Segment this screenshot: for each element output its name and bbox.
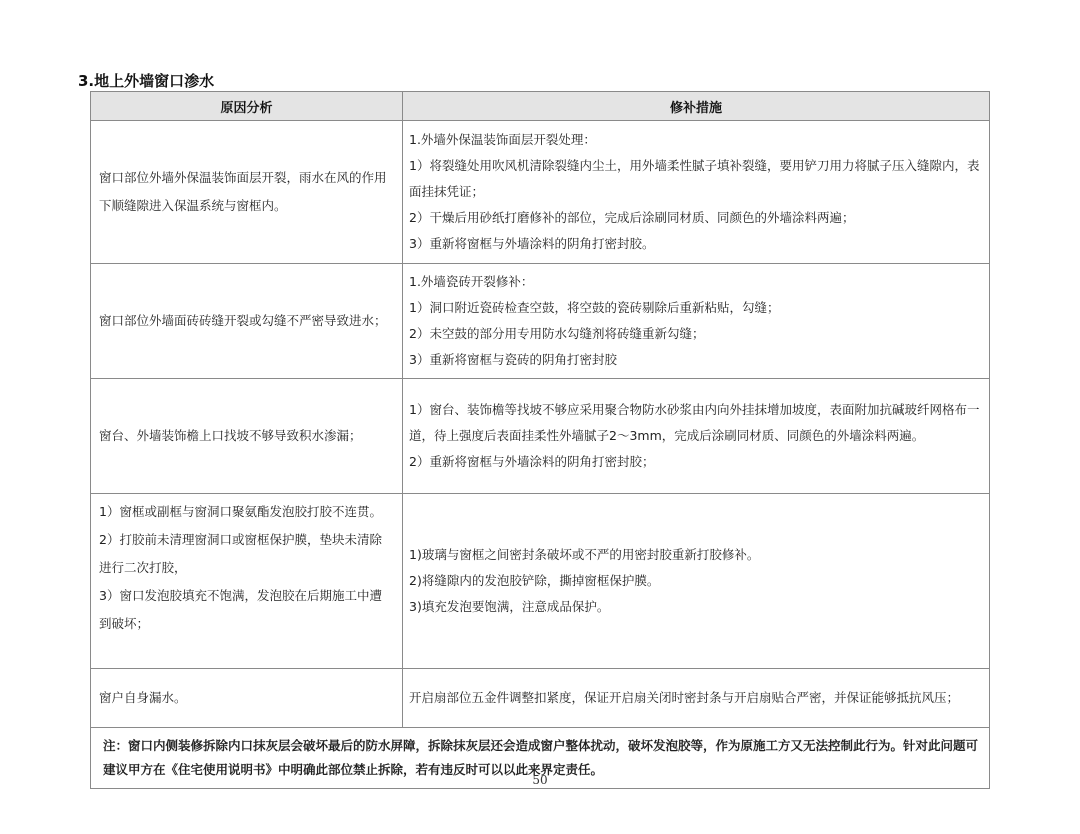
fix-cell xyxy=(403,494,990,669)
cause-cell xyxy=(91,121,403,264)
table-row xyxy=(91,264,990,379)
fix-line: 开启扇部位五金件调整扣紧度，保证开启扇关闭时密封条与开启扇贴合严密，并保证能够抵抗风压； xyxy=(409,690,960,705)
fix-line: 1）洞口附近瓷砖检查空鼓，将空鼓的瓷砖剔除后重新粘贴，勾缝； xyxy=(409,300,780,315)
fix-cell xyxy=(403,121,990,264)
cause-cell xyxy=(91,494,403,669)
table-row xyxy=(91,669,990,728)
fix-cell xyxy=(403,669,990,728)
header-cause: 原因分析 xyxy=(91,92,403,121)
table-row xyxy=(91,494,990,669)
table-row xyxy=(91,121,990,264)
section-title: 3.地上外墙窗口渗水 xyxy=(78,72,215,90)
header-fix: 修补措施 xyxy=(403,92,990,121)
table-row xyxy=(91,379,990,494)
fix-line: 3）重新将窗框与瓷砖的阴角打密封胶 xyxy=(409,352,617,367)
cause-text: 2）打胶前未清理窗洞口或窗框保护膜，垫块未清除进行二次打胶， xyxy=(99,532,382,575)
fix-line: 2）重新将窗框与外墙涂料的阴角打密封胶； xyxy=(409,454,655,469)
cause-text: 窗口部位外墙面砖砖缝开裂或勾缝不严密导致进水； xyxy=(99,313,387,328)
table-header-row xyxy=(91,92,990,121)
fix-line: 3)填充发泡要饱满，注意成品保护。 xyxy=(409,599,610,614)
fix-line: 2)将缝隙内的发泡胶铲除，撕掉窗框保护膜。 xyxy=(409,573,660,588)
fix-cell xyxy=(403,379,990,494)
fix-line: 1）窗台、装饰檐等找坡不够应采用聚合物防水砂浆由内向外挂抹增加坡度，表面附加抗碱玻纤网格布一道，待上强度后表面挂柔性外墙腻子2～3mm，完成后涂刷同材质、同颜色的外墙涂料两遍。 xyxy=(409,402,980,443)
fix-line: 1.外墙外保温装饰面层开裂处理： xyxy=(409,132,596,147)
fix-line: 2）未空鼓的部分用专用防水勾缝剂将砖缝重新勾缝； xyxy=(409,326,705,341)
fix-line: 1)玻璃与窗框之间密封条破坏或不严的用密封胶重新打胶修补。 xyxy=(409,547,760,562)
fix-line: 2）干燥后用砂纸打磨修补的部位，完成后涂刷同材质、同颜色的外墙涂料两遍； xyxy=(409,210,855,225)
cause-text: 1）窗框或副框与窗洞口聚氨酯发泡胶打胶不连贯。 xyxy=(99,504,382,519)
cause-cell xyxy=(91,379,403,494)
cause-text: 窗台、外墙装饰檐上口找坡不够导致积水渗漏； xyxy=(99,428,362,443)
note-text: 注：窗口内侧装修拆除内口抹灰层会破坏最后的防水屏障，拆除抹灰层还会造成窗户整体扰动，破坏发泡胶等，作为原施工方又无法控制此行为。针对此问题可建议甲方在《住宅使用说明书》中明确此部位禁止拆除，若有违反时可以以此来界定责任。 xyxy=(91,728,990,789)
fix-line: 3）重新将窗框与外墙涂料的阴角打密封胶。 xyxy=(409,236,655,251)
fix-line: 1.外墙瓷砖开裂修补： xyxy=(409,274,534,289)
cause-cell xyxy=(91,264,403,379)
cause-cell xyxy=(91,669,403,728)
page-number: 50 xyxy=(532,773,548,787)
fix-line: 1）将裂缝处用吹风机清除裂缝内尘土，用外墙柔性腻子填补裂缝，要用铲刀用力将腻子压入缝隙内，表面挂抹凭证； xyxy=(409,158,980,199)
fix-cell xyxy=(403,264,990,379)
cause-text: 3）窗口发泡胶填充不饱满，发泡胶在后期施工中遭到破坏； xyxy=(99,588,382,631)
repair-table xyxy=(90,91,990,789)
cause-text: 窗口部位外墙外保温装饰面层开裂，雨水在风的作用下顺缝隙进入保温系统与窗框内。 xyxy=(99,170,387,213)
cause-text: 窗户自身漏水。 xyxy=(99,690,187,705)
